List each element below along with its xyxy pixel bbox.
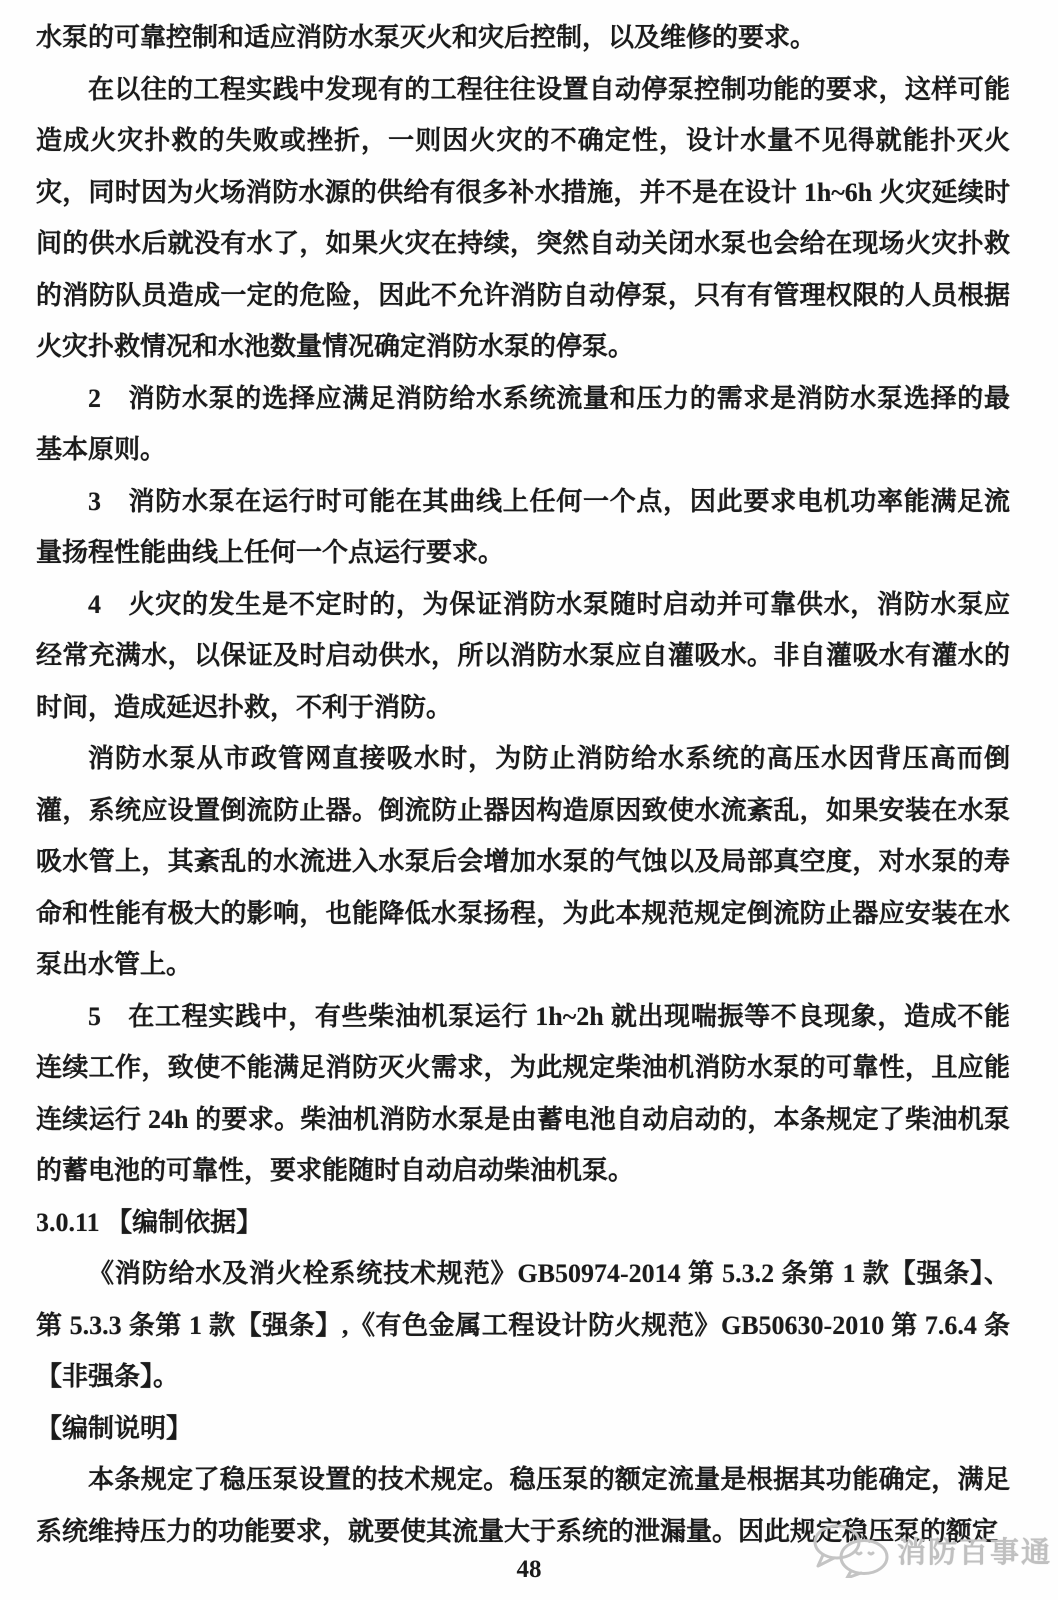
paragraph: 消防水泵从市政管网直接吸水时，为防止消防给水系统的高压水因背压高而倒灌，系统应设置倒流防止器。倒流防止器因构造原因致使水流紊乱，如果安装在水泵吸水管上，其紊乱的水流进入水泵后会增加水泵的气蚀以及局部真空度，对水泵的寿命和性能有极大的影响，也能降低水泵扬程，为此本规范规定倒流防止器应安装在水泵出水管上。 bbox=[36, 744, 1010, 979]
clause-heading-3-0-11: 3.0.11 【编制依据】 bbox=[36, 1207, 263, 1237]
numbered-item-4: 4 火灾的发生是不定时的，为保证消防水泵随时启动并可靠供水，消防水泵应经常充满水，以保证及时启动供水，所以消防水泵应自灌吸水。非自灌吸水有灌水的时间，造成延迟扑救，不利于消防。 bbox=[36, 589, 1010, 722]
watermark bbox=[809, 1522, 1052, 1578]
numbered-item-3: 3 消防水泵在运行时可能在其曲线上任何一个点，因此要求电机功率能满足流量扬程性能曲线上任何一个点运行要求。 bbox=[36, 486, 1010, 567]
clause-heading-notes: 【编制说明】 bbox=[36, 1413, 193, 1443]
paragraph: 本条规定了稳压泵设置的技术规定。稳压泵的额定流量是根据其功能确定，满足系统维持压力的功能要求，就要使其流量大于系统的泄漏量。因此规定稳压泵的额定 bbox=[36, 1465, 1010, 1546]
page-number: 48 bbox=[516, 1556, 542, 1583]
paragraph-continuation: 水泵的可靠控制和适应消防水泵灭火和灾后控制，以及维修的要求。 bbox=[36, 23, 817, 52]
document-body bbox=[36, 12, 1010, 1557]
paragraph: 在以往的工程实践中发现有的工程往往设置自动停泵控制功能的要求，这样可能造成火灾扑救的失败或挫折，一则因火灾的不确定性，设计水量不见得就能扑灭火灾，同时因为火场消防水源的供给有很多补水措施，并不是在设计 1h~6h 火灾延续时间的供水后就没有水了，如果火灾在持续，突然自动关闭水泵也会给在现场火灾扑救的消防队员造成一定的危险，因此不允许消防自动停泵，只有有管理权限的人员根据火灾扑救情况和水池数量情况确定消防水泵的停泵。 bbox=[36, 74, 1010, 361]
chat-bubbles-icon bbox=[809, 1522, 893, 1578]
numbered-item-2: 2 消防水泵的选择应满足消防给水系统流量和压力的需求是消防水泵选择的最基本原则。 bbox=[36, 383, 1010, 464]
watermark-label: 消防百事通 bbox=[896, 1536, 1052, 1569]
paragraph: 《消防给水及消火栓系统技术规范》GB50974-2014 第 5.3.2 条第 1 款【强条】、第 5.3.3 条第 1 款【强条】,《有色金属工程设计防火规范》GB50630-2010 第 7.6.4 条【非强条】。 bbox=[36, 1259, 1010, 1391]
numbered-item-5: 5 在工程实践中，有些柴油机泵运行 1h~2h 就出现喘振等不良现象，造成不能连续工作，致使不能满足消防灭火需求，为此规定柴油机消防水泵的可靠性，且应能连续运行 24h 的要求。柴油机消防水泵是由蓄电池自动启动的，本条规定了柴油机泵的蓄电池的可靠性，要求能随时自动启动柴油机泵。 bbox=[36, 1001, 1010, 1185]
